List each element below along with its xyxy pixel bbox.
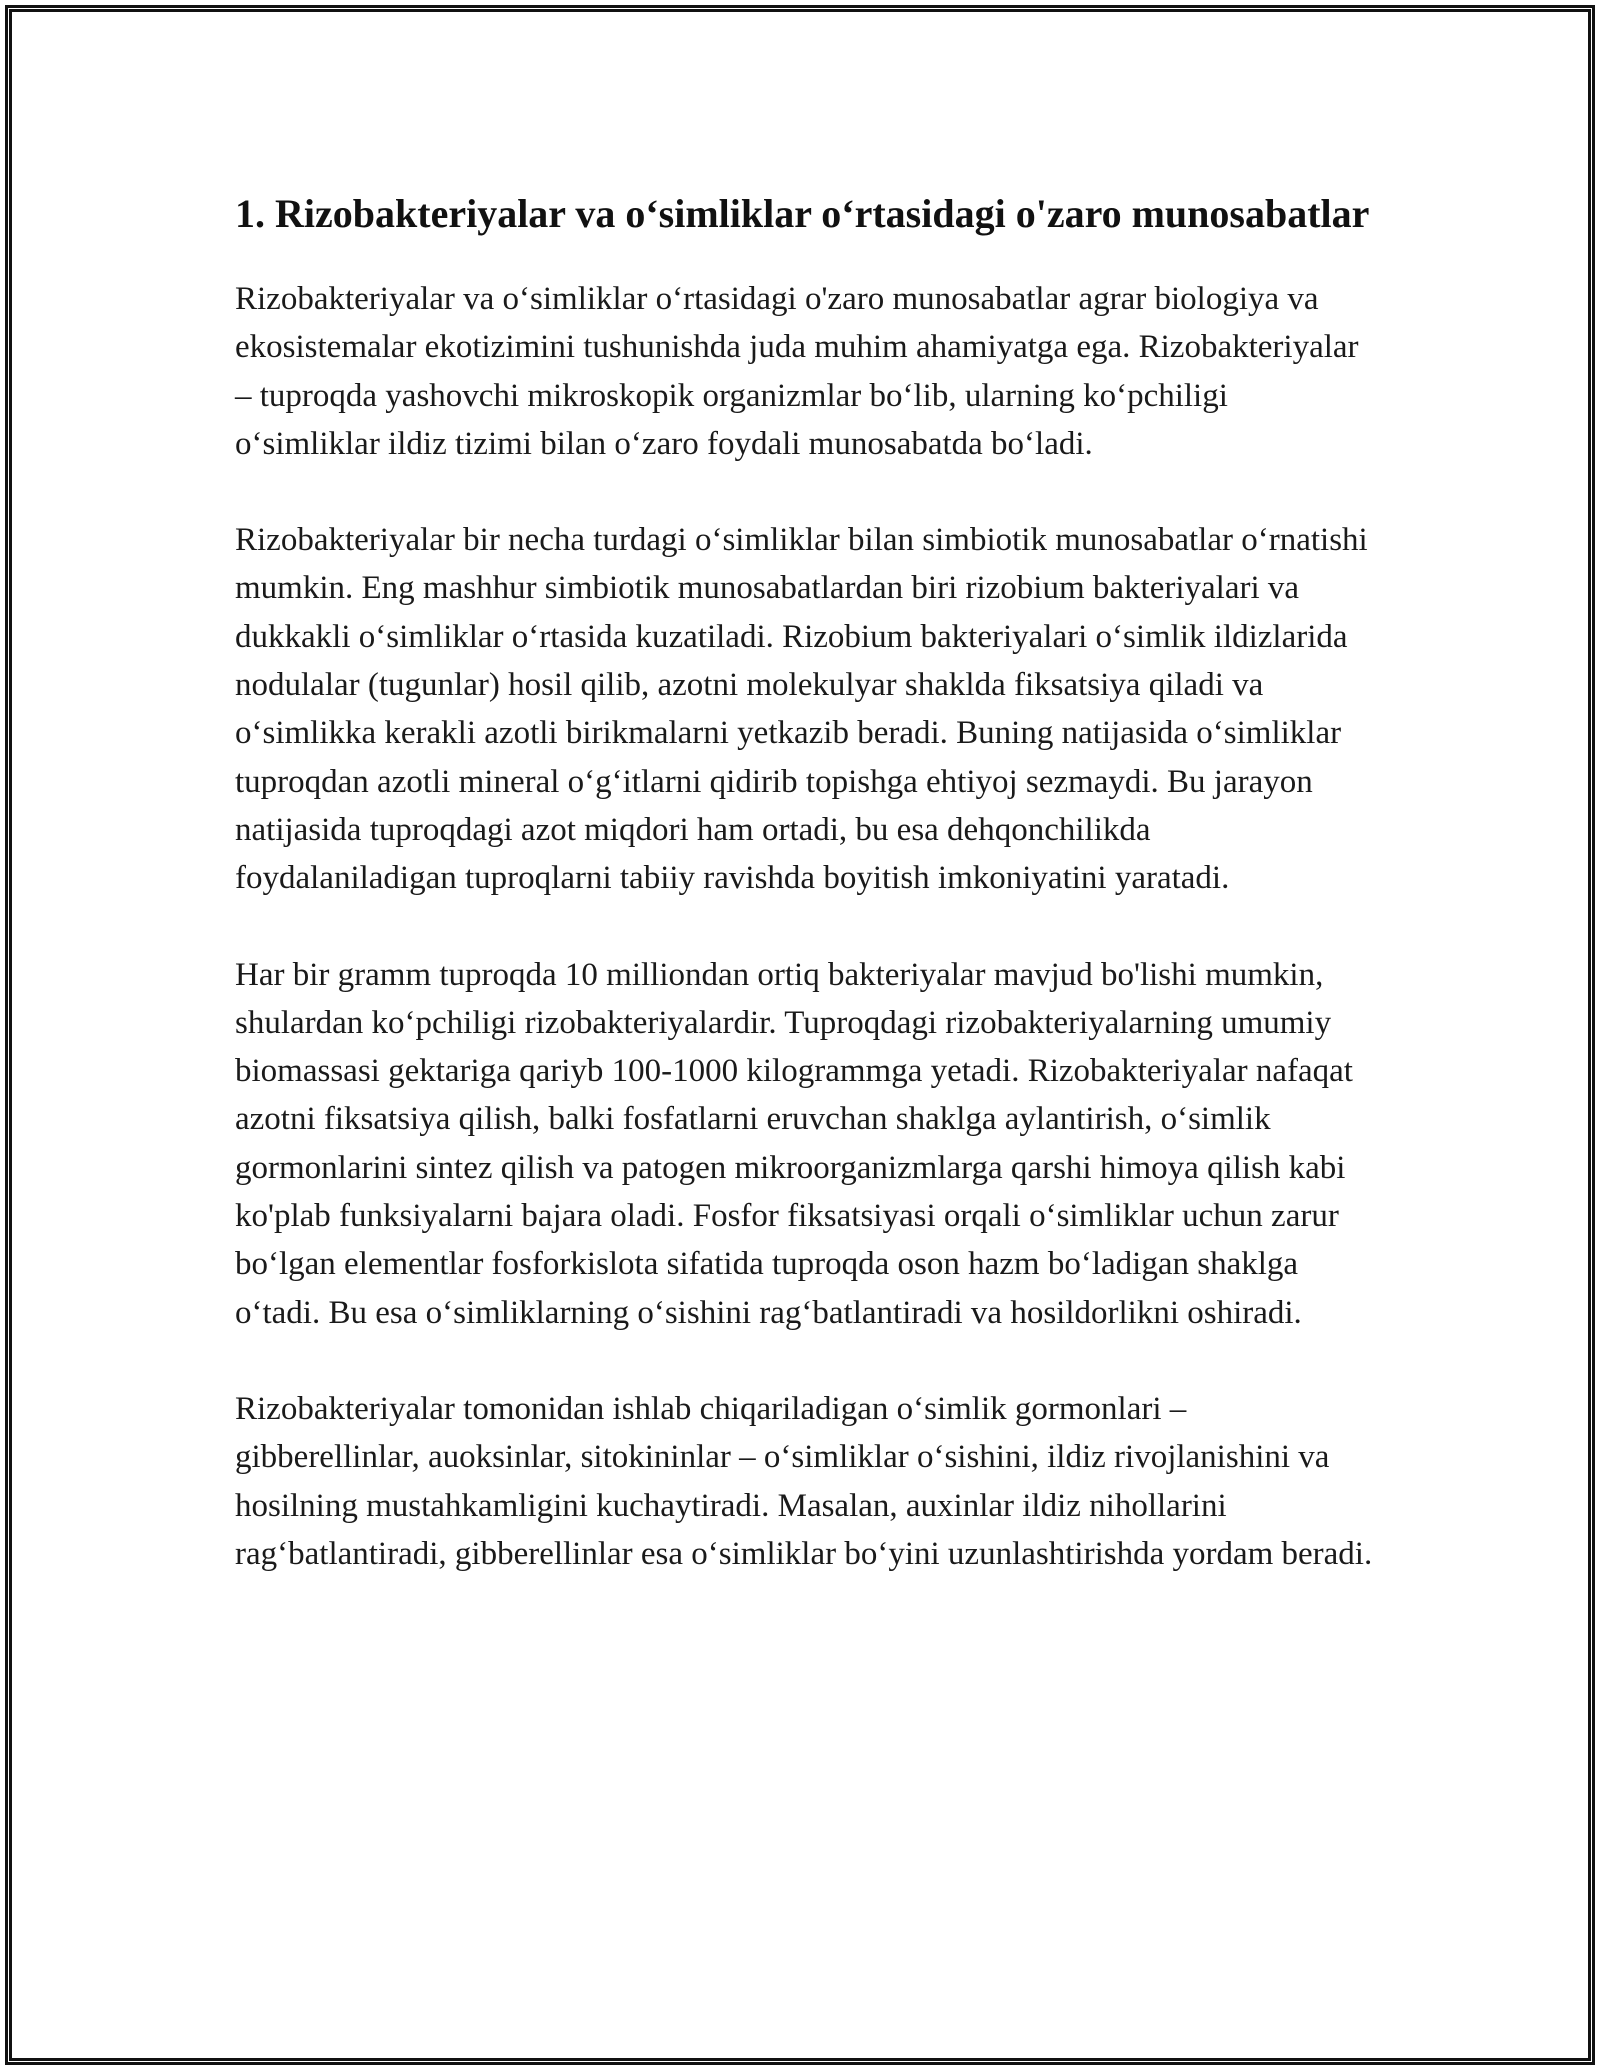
document-page — [235, 187, 1375, 1626]
paragraph-4: Rizobakteriyalar tomonidan ishlab chiqariladigan o‘simlik gormonlari – gibberellinlar, auoksinlar, sitokininlar – o‘simliklar o‘sishini, ildiz rivojlanishini va hosilning mustahkamligini kuchaytiradi. Masalan, auxinlar ildiz nihollarini rag‘batlantiradi, gibberellinlar esa o‘simliklar bo‘yini uzunlashtirishda yordam beradi. — [235, 1390, 1373, 1572]
paragraph-3: Har bir gramm tuproqda 10 milliondan ortiq bakteriyalar mavjud bo'lishi mumkin, shulardan ko‘pchiligi rizobakteriyalardir. Tuproqdagi rizobakteriyalarning umumiy biomassasi gektariga qariyb 100-1000 kilogrammga yetadi. Rizobakteriyalar nafaqat azotni fiksatsiya qilish, balki fosfatlarni eruvchan shaklga aylantirish, o‘simlik gormonlarini sintez qilish va patogen mikroorganizmlarga qarshi himoya qilish kabi ko'plab funksiyalarni bajara oladi. Fosfor fiksatsiyasi orqali o‘simliklar uchun zarur bo‘lgan elementlar fosforkislota sifatida tuproqda oson hazm bo‘ladigan shaklga o‘tadi. Bu esa o‘simliklarning o‘sishini rag‘batlantiradi va hosildorlikni oshiradi. — [235, 956, 1353, 1331]
section-heading: 1. Rizobakteriyalar va o‘simliklar o‘rtasidagi o'zaro munosabatlar — [235, 191, 1370, 236]
paragraph-2: Rizobakteriyalar bir necha turdagi o‘simliklar bilan simbiotik munosabatlar o‘rnatishi mumkin. Eng mashhur simbiotik munosabatlardan biri rizobium bakteriyalari va dukkakli o‘simliklar o‘rtasida kuzatiladi. Rizobium bakteriyalari o‘simlik ildizlarida nodulalar (tugunlar) hosil qilib, azotni molekulyar shaklda fiksatsiya qiladi va o‘simlikka kerakli azotli birikmalarni yetkazib beradi. Buning natijasida o‘simliklar tuproqdan azotli mineral o‘g‘itlarni qidirib topishga ehtiyoj sezmaydi. Bu jarayon natijasida tuproqdagi azot miqdori ham ortadi, bu esa dehqonchilikda foydalaniladigan tuproqlarni tabiiy ravishda boyitish imkoniyatini yaratadi. — [235, 522, 1368, 897]
paragraph-1: Rizobakteriyalar va o‘simliklar o‘rtasidagi o'zaro munosabatlar agrar biologiya va ekosistemalar ekotizimini tushunishda juda muhim ahamiyatga ega. Rizobakteriyalar – tuproqda yashovchi mikroskopik organizmlar bo‘lib, ularning ko‘pchiligi o‘simliklar ildiz tizimi bilan o‘zaro foydali munosabatda bo‘ladi. — [235, 281, 1359, 462]
